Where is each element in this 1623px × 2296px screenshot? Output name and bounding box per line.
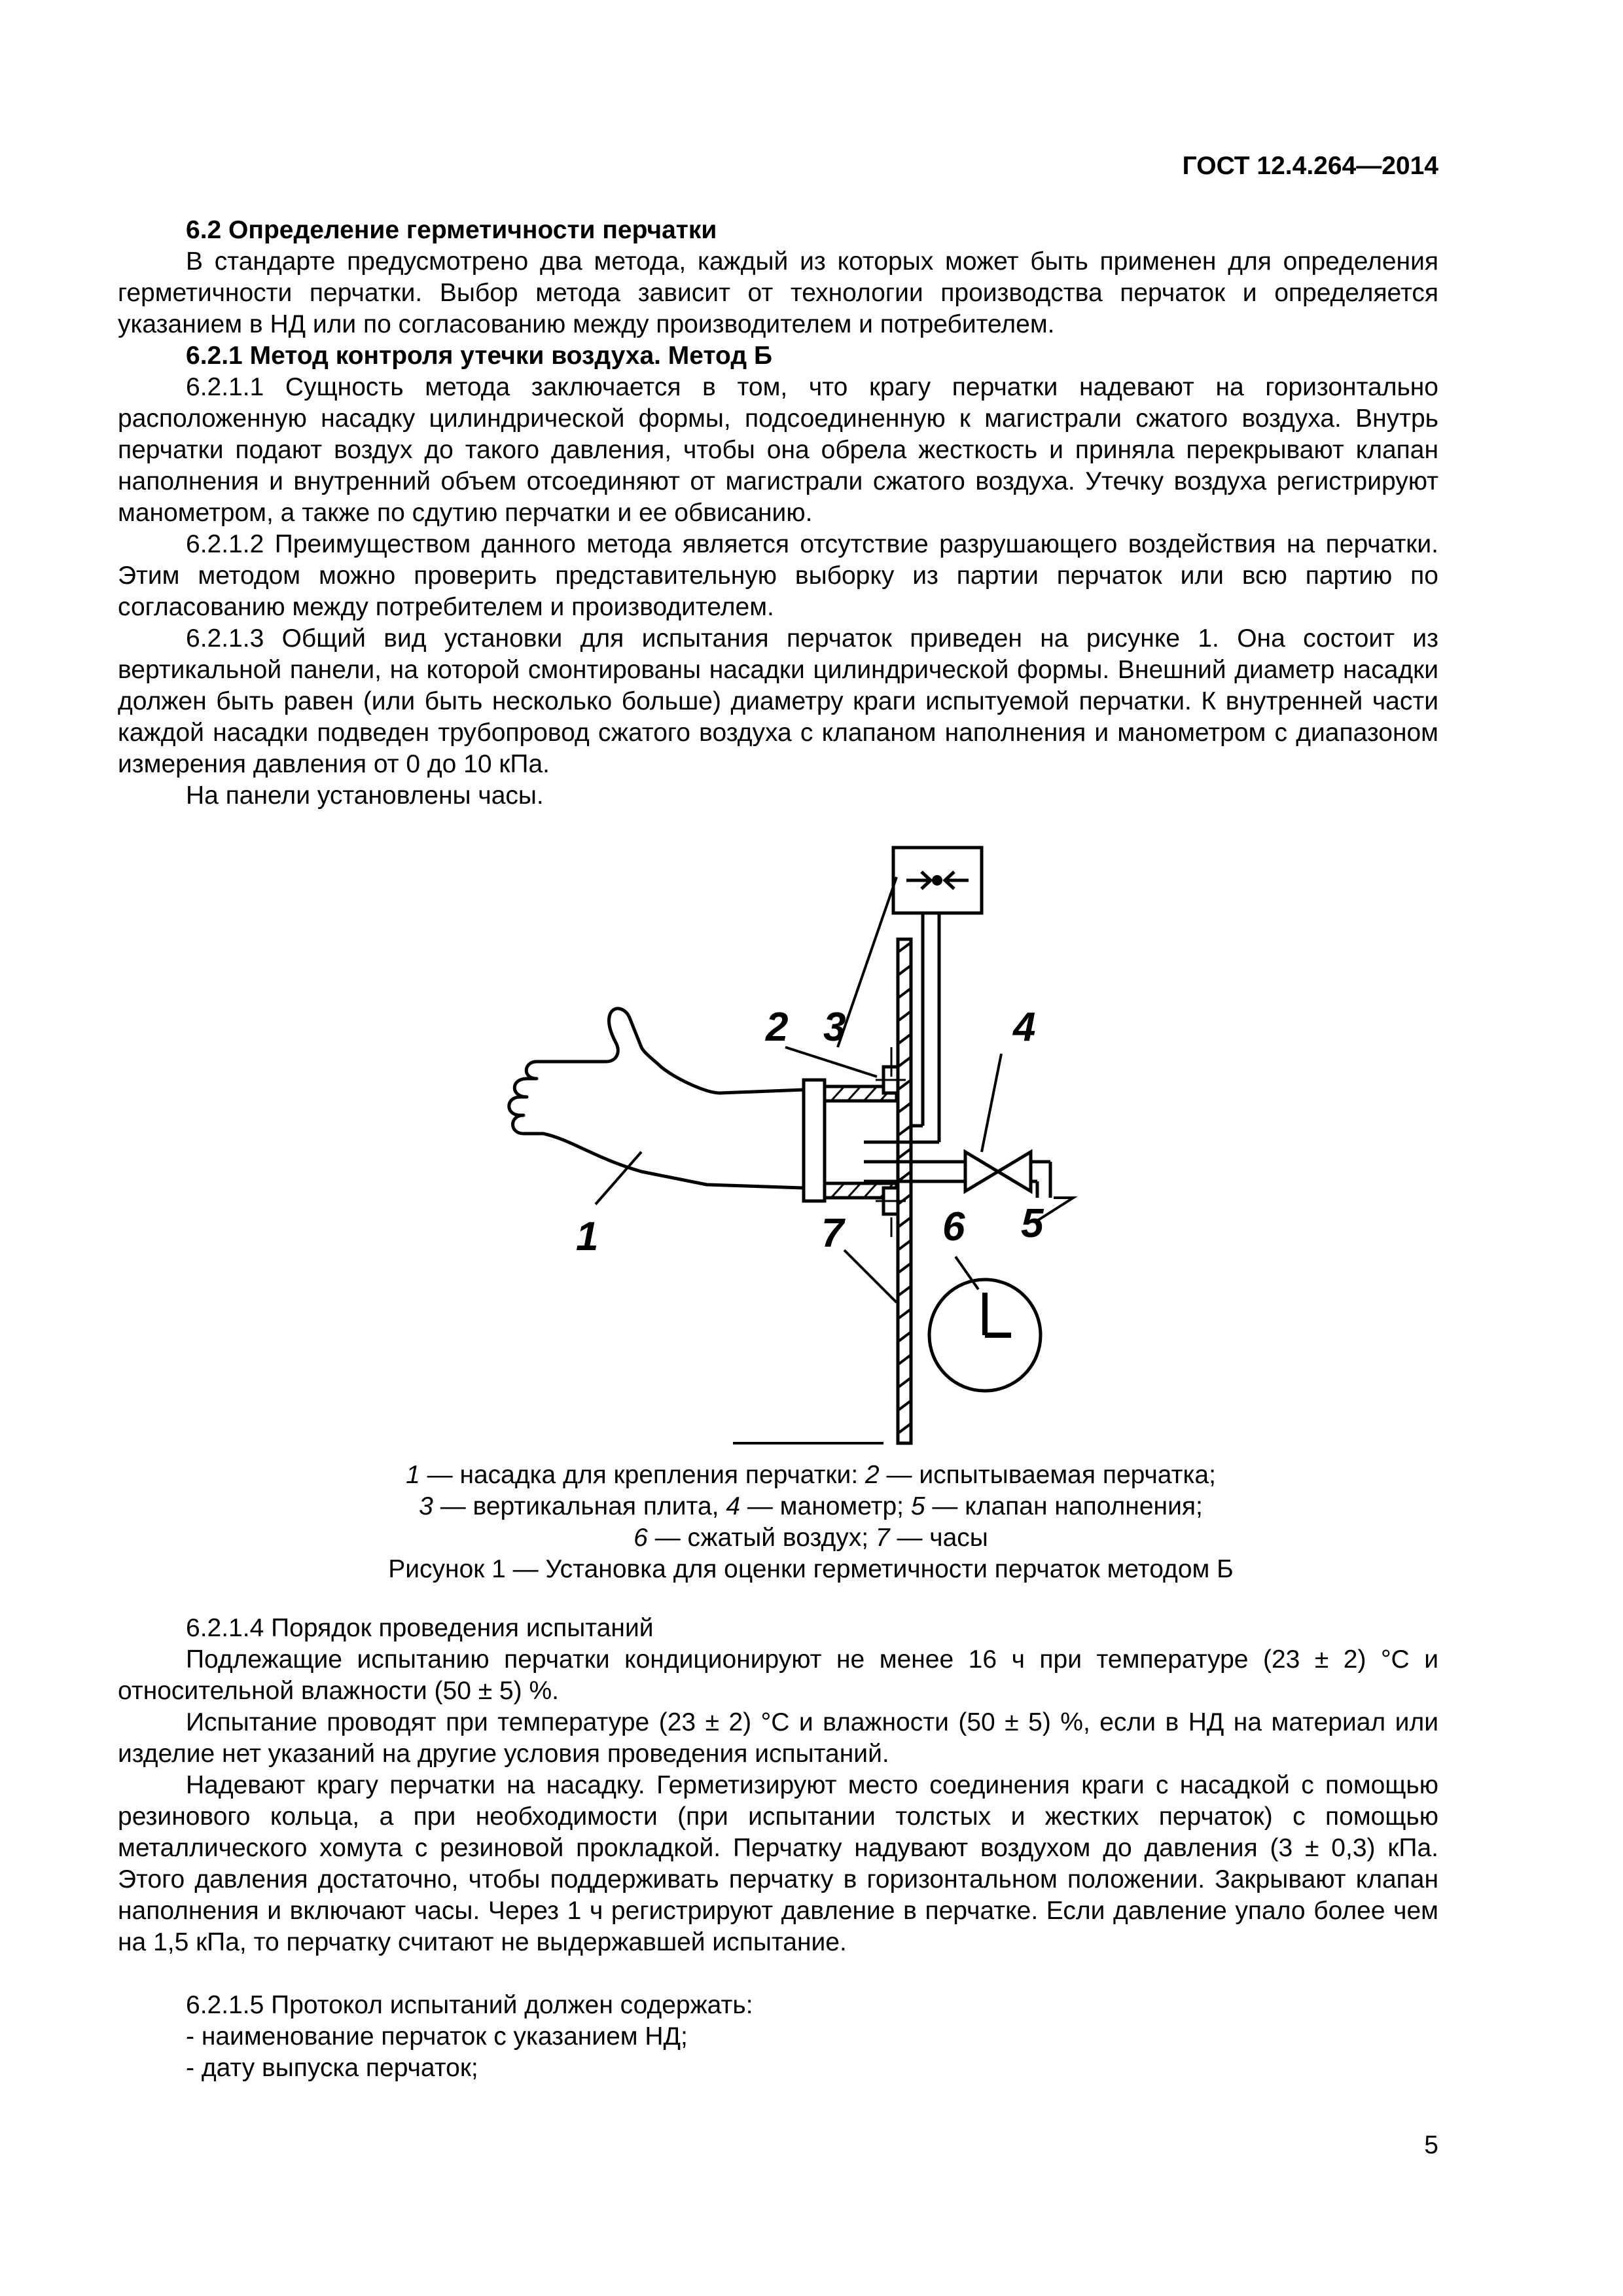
- section-heading: 6.2 Определение герметичности перчатки: [186, 216, 717, 244]
- paragraph-6-2-1-4-b: Испытание проводят при температуре (23 ± 2) °С и влажности (50 ± 5) %, если в НД на материал или изделие нет указаний на другие условия проведения испытаний.: [118, 1708, 1438, 1768]
- figure-label-7: 7: [821, 1211, 844, 1256]
- clock: [929, 1280, 1041, 1391]
- figure-label-3: 3: [823, 1005, 846, 1050]
- legend-line-1: 1 — насадка для крепления перчатки: 2 — испытываемая перчатка;: [406, 1461, 1216, 1489]
- section-6-2-1-4: [118, 1613, 1438, 2084]
- paragraph-6-2-1-2: 6.2.1.2 Преимуществом данного метода является отсутствие разрушающего воздействия на перчатки. Этим методом можно проверить представительную выборку из партии перчаток или всю партию по согласованию между потребителем и производителем.: [118, 530, 1438, 621]
- legend-line-2: 3 — вертикальная плита, 4 — манометр; 5 — клапан наполнения;: [419, 1492, 1203, 1520]
- paragraph-clock: На панели установлены часы.: [186, 781, 544, 810]
- legend-line-3: 6 — сжатый воздух; 7 — часы: [633, 1524, 988, 1552]
- manometer-box: [893, 848, 982, 913]
- vertical-plate: [898, 939, 911, 1443]
- figure-label-2: 2: [766, 1005, 789, 1050]
- paragraph-6-2-1-4-title: 6.2.1.4 Порядок проведения испытаний: [186, 1614, 654, 1642]
- fill-valve: [965, 1152, 1050, 1198]
- glove: [509, 1009, 804, 1188]
- pipeline: [864, 913, 965, 1181]
- figure-label-4: 4: [1013, 1005, 1036, 1050]
- subsection-heading: 6.2.1 Метод контроля утечки воздуха. Метод Б: [186, 342, 772, 370]
- paragraph-6-2-1-1: 6.2.1.1 Сущность метода заключается в том, что крагу перчатки надевают на горизонтально расположенную насадку цилиндрической формы, подсоединенную к магистрали сжатого воздуха. Внутрь перчатки подают воздух до такого давления, чтобы она обрела жесткость и приняла перекрывают клапан наполнения и внутренний объем отсоединяют от магистрали сжатого воздуха. Утечку воздуха регистрируют манометром, а также по сдутию перчатки и ее обвисанию.: [118, 373, 1438, 527]
- figure-label-5: 5: [1021, 1201, 1044, 1246]
- list-item: - наименование перчаток с указанием НД;: [186, 2022, 688, 2051]
- paragraph-6-2-1-4-c: Надевают крагу перчатки на насадку. Герметизируют место соединения краги с насадкой с помощью резинового кольца, а при необходимости (при испытании толстых и жестких перчаток) с помощью металлического хомута с резиновой прокладкой. Перчатку надувают воздухом до давления (3 ± 0,3) кПа. Этого давления достаточно, чтобы поддерживать перчатку в горизонтальном положении. Закрывают клапан наполнения и включают часы. Через 1 ч регистрируют давление в перчатке. Если давление упало более чем на 1,5 кПа, то перчатку считают не выдержавшей испытание.: [118, 1771, 1438, 1956]
- paragraph-6-2-1-5-title: 6.2.1.5 Протокол испытаний должен содержать:: [186, 1991, 753, 2019]
- figure-title: Рисунок 1 — Установка для оценки герметичности перчаток методом Б: [388, 1555, 1234, 1583]
- figure-test-setup: [445, 818, 1113, 1460]
- intro-paragraph: В стандарте предусмотрено два метода, каждый из которых может быть применен для определения герметичности перчатки. Выбор метода зависит от технологии производства перчаток и определяется указанием в НД или по согласованию между производителем и потребителем.: [118, 247, 1438, 338]
- page-number: 5: [1424, 2131, 1438, 2159]
- paragraph-6-2-1-3: 6.2.1.3 Общий вид установки для испытания перчаток приведен на рисунке 1. Она состоит из вертикальной панели, на которой смонтированы насадки цилиндрической формы. Внешний диаметр насадки должен быть равен (или быть несколько больше) диаметру краги испытуемой перчатки. К внутренней части каждой насадки подведен трубопровод сжатого воздуха с клапаном наполнения и манометром с диапазоном измерения давления от 0 до 10 кПа.: [118, 624, 1438, 778]
- figure-caption: [118, 1460, 1504, 1585]
- paragraph-6-2-1-4-a: Подлежащие испытанию перчатки кондиционируют не менее 16 ч при температуре (23 ± 2) °С и относительной влажности (50 ± 5) %.: [118, 1645, 1438, 1705]
- figure-label-6: 6: [942, 1204, 965, 1249]
- list-item: - дату выпуска перчаток;: [186, 2054, 478, 2082]
- standard-number: ГОСТ 12.4.264—2014: [1182, 152, 1438, 180]
- figure-label-1: 1: [576, 1214, 599, 1259]
- section-6-2: [118, 215, 1438, 812]
